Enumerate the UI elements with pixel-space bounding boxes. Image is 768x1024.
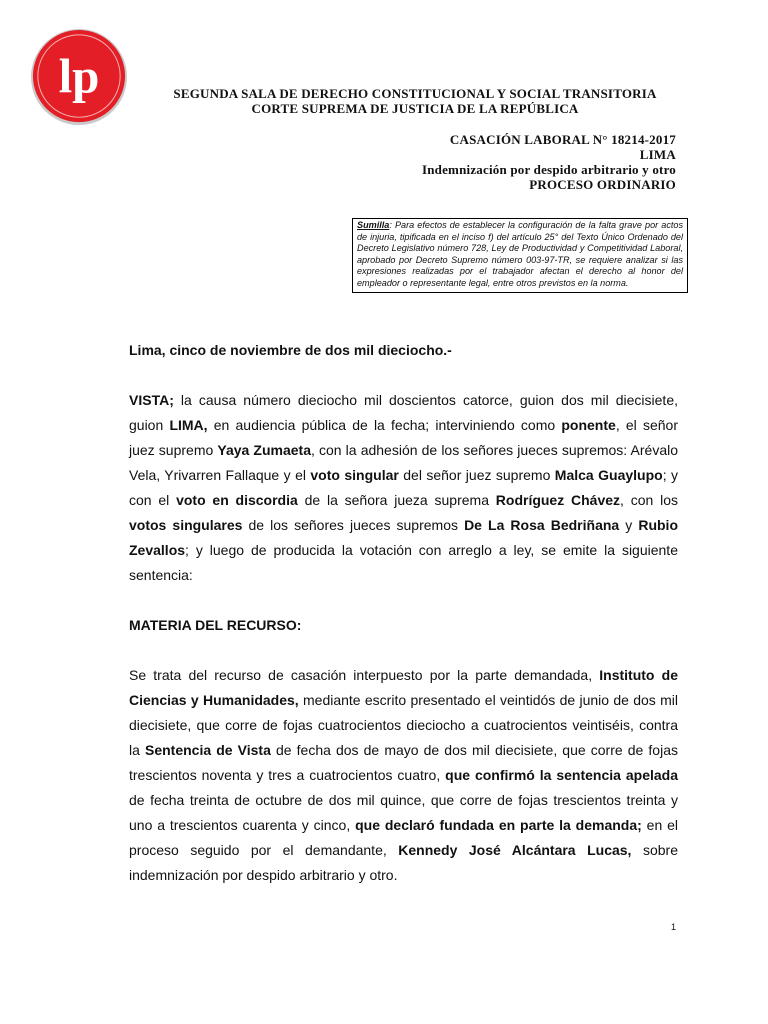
header-line-1: SEGUNDA SALA DE DERECHO CONSTITUCIONAL Y SOCIAL TRANSITORIA [173,86,657,101]
vista-s22: ; y luego de producida la votación con arreglo a ley, se emite la siguiente sentencia: [129,542,678,583]
vista-s1: VISTA; [129,392,174,408]
materia-s1: Se trata del recurso de casación interpuesto por la parte demandada, [129,667,600,683]
vista-paragraph [129,388,678,588]
vista-s8: , con la adhesión de los señores jueces supremos: Arévalo Vela, Yrivarren Fallaque y el [129,442,678,483]
case-number: CASACIÓN LABORAL N° 18214-2017 [449,132,676,147]
vista-s10: del señor juez supremo [398,467,555,483]
materia-s10: Kennedy José Alcántara Lucas, [398,842,632,858]
court-header [130,86,700,116]
vista-s3: LIMA, [169,417,208,433]
document-body [129,338,678,888]
materia-s11: sobre indemnización por despido arbitrario y otro. [129,842,678,883]
materia-s2: Instituto de Ciencias y Humanidades, [129,667,678,708]
vista-s2: la causa número dieciocho mil doscientos catorce, guion dos mil diecisiete, guion [129,392,678,433]
materia-s4: Sentencia de Vista [145,742,271,758]
header-line-2: CORTE SUPREMA DE JUSTICIA DE LA REPÚBLICA [251,101,579,116]
vista-s21: Rubio Zevallos [129,517,678,558]
date-line: Lima, cinco de noviembre de dos mil dieciocho.- [129,342,452,358]
materia-s6: que confirmó la sentencia apelada [445,767,678,783]
vista-s18: de los señores jueces supremos [242,517,465,533]
vista-s11: Malca Guaylupo [554,467,663,483]
materia-s9: en el proceso seguido por el demandante, [129,817,678,858]
section-heading: MATERIA DEL RECURSO: [129,617,302,633]
logo-text: lp [58,48,100,104]
materia-paragraph [129,663,678,888]
vista-s6: , el señor juez supremo [129,417,678,458]
materia-s8: que declaró fundada en parte la demanda; [355,817,642,833]
sumilla-label: Sumilla [357,220,390,230]
vista-s12: ; y con el [129,467,678,508]
vista-s13: voto en discordia [176,492,298,508]
vista-s20: y [619,517,639,533]
sumilla-box [352,218,688,293]
vista-s5: ponente [561,417,616,433]
case-matter: Indemnización por despido arbitrario y otro [421,162,676,177]
lp-logo [30,28,128,126]
vista-s15: Rodríguez Chávez [495,492,621,508]
case-city: LIMA [639,147,676,162]
page-number: 1 [670,922,676,932]
vista-s19: De La Rosa Bedriñana [464,517,620,533]
vista-s7: Yaya Zumaeta [217,442,311,458]
vista-s4: en audiencia pública de la fecha; interviniendo como [207,417,562,433]
materia-s5: de fecha dos de mayo de dos mil diecisiete, que corre de fojas trescientos noventa y tres a cuatrocientos cuatro, [129,742,678,783]
materia-s3: mediante escrito presentado el veintidós de junio de dos mil diecisiete, que corre de fojas cuatrocientos dieciocho a cuatrocientos veintiséis, contra la [129,692,679,758]
case-info [256,132,676,192]
vista-s9: voto singular [310,467,399,483]
sumilla-text: : Para efectos de establecer la configuración de la falta grave por actos de injuria, tipificada en el inciso f) del artículo 25° del Texto Único Ordenado del Decreto Legislativo número 728, Ley de Productividad y Competitividad Laboral, aprobado por Decreto Supremo número 003-97-TR, se requiere analizar si las expresiones realizadas por el trabajador afectan el derecho al honor del empleador o representante legal, entre otros previstos en la norma. [357,220,683,288]
materia-s7: de fecha treinta de octubre de dos mil quince, que corre de fojas trescientos treinta y uno a trescientos cuarenta y cinco, [129,792,678,833]
vista-s16: , con los [620,492,678,508]
vista-s17: votos singulares [129,517,243,533]
case-process: PROCESO ORDINARIO [529,177,676,192]
vista-s14: de la señora jueza suprema [297,492,496,508]
